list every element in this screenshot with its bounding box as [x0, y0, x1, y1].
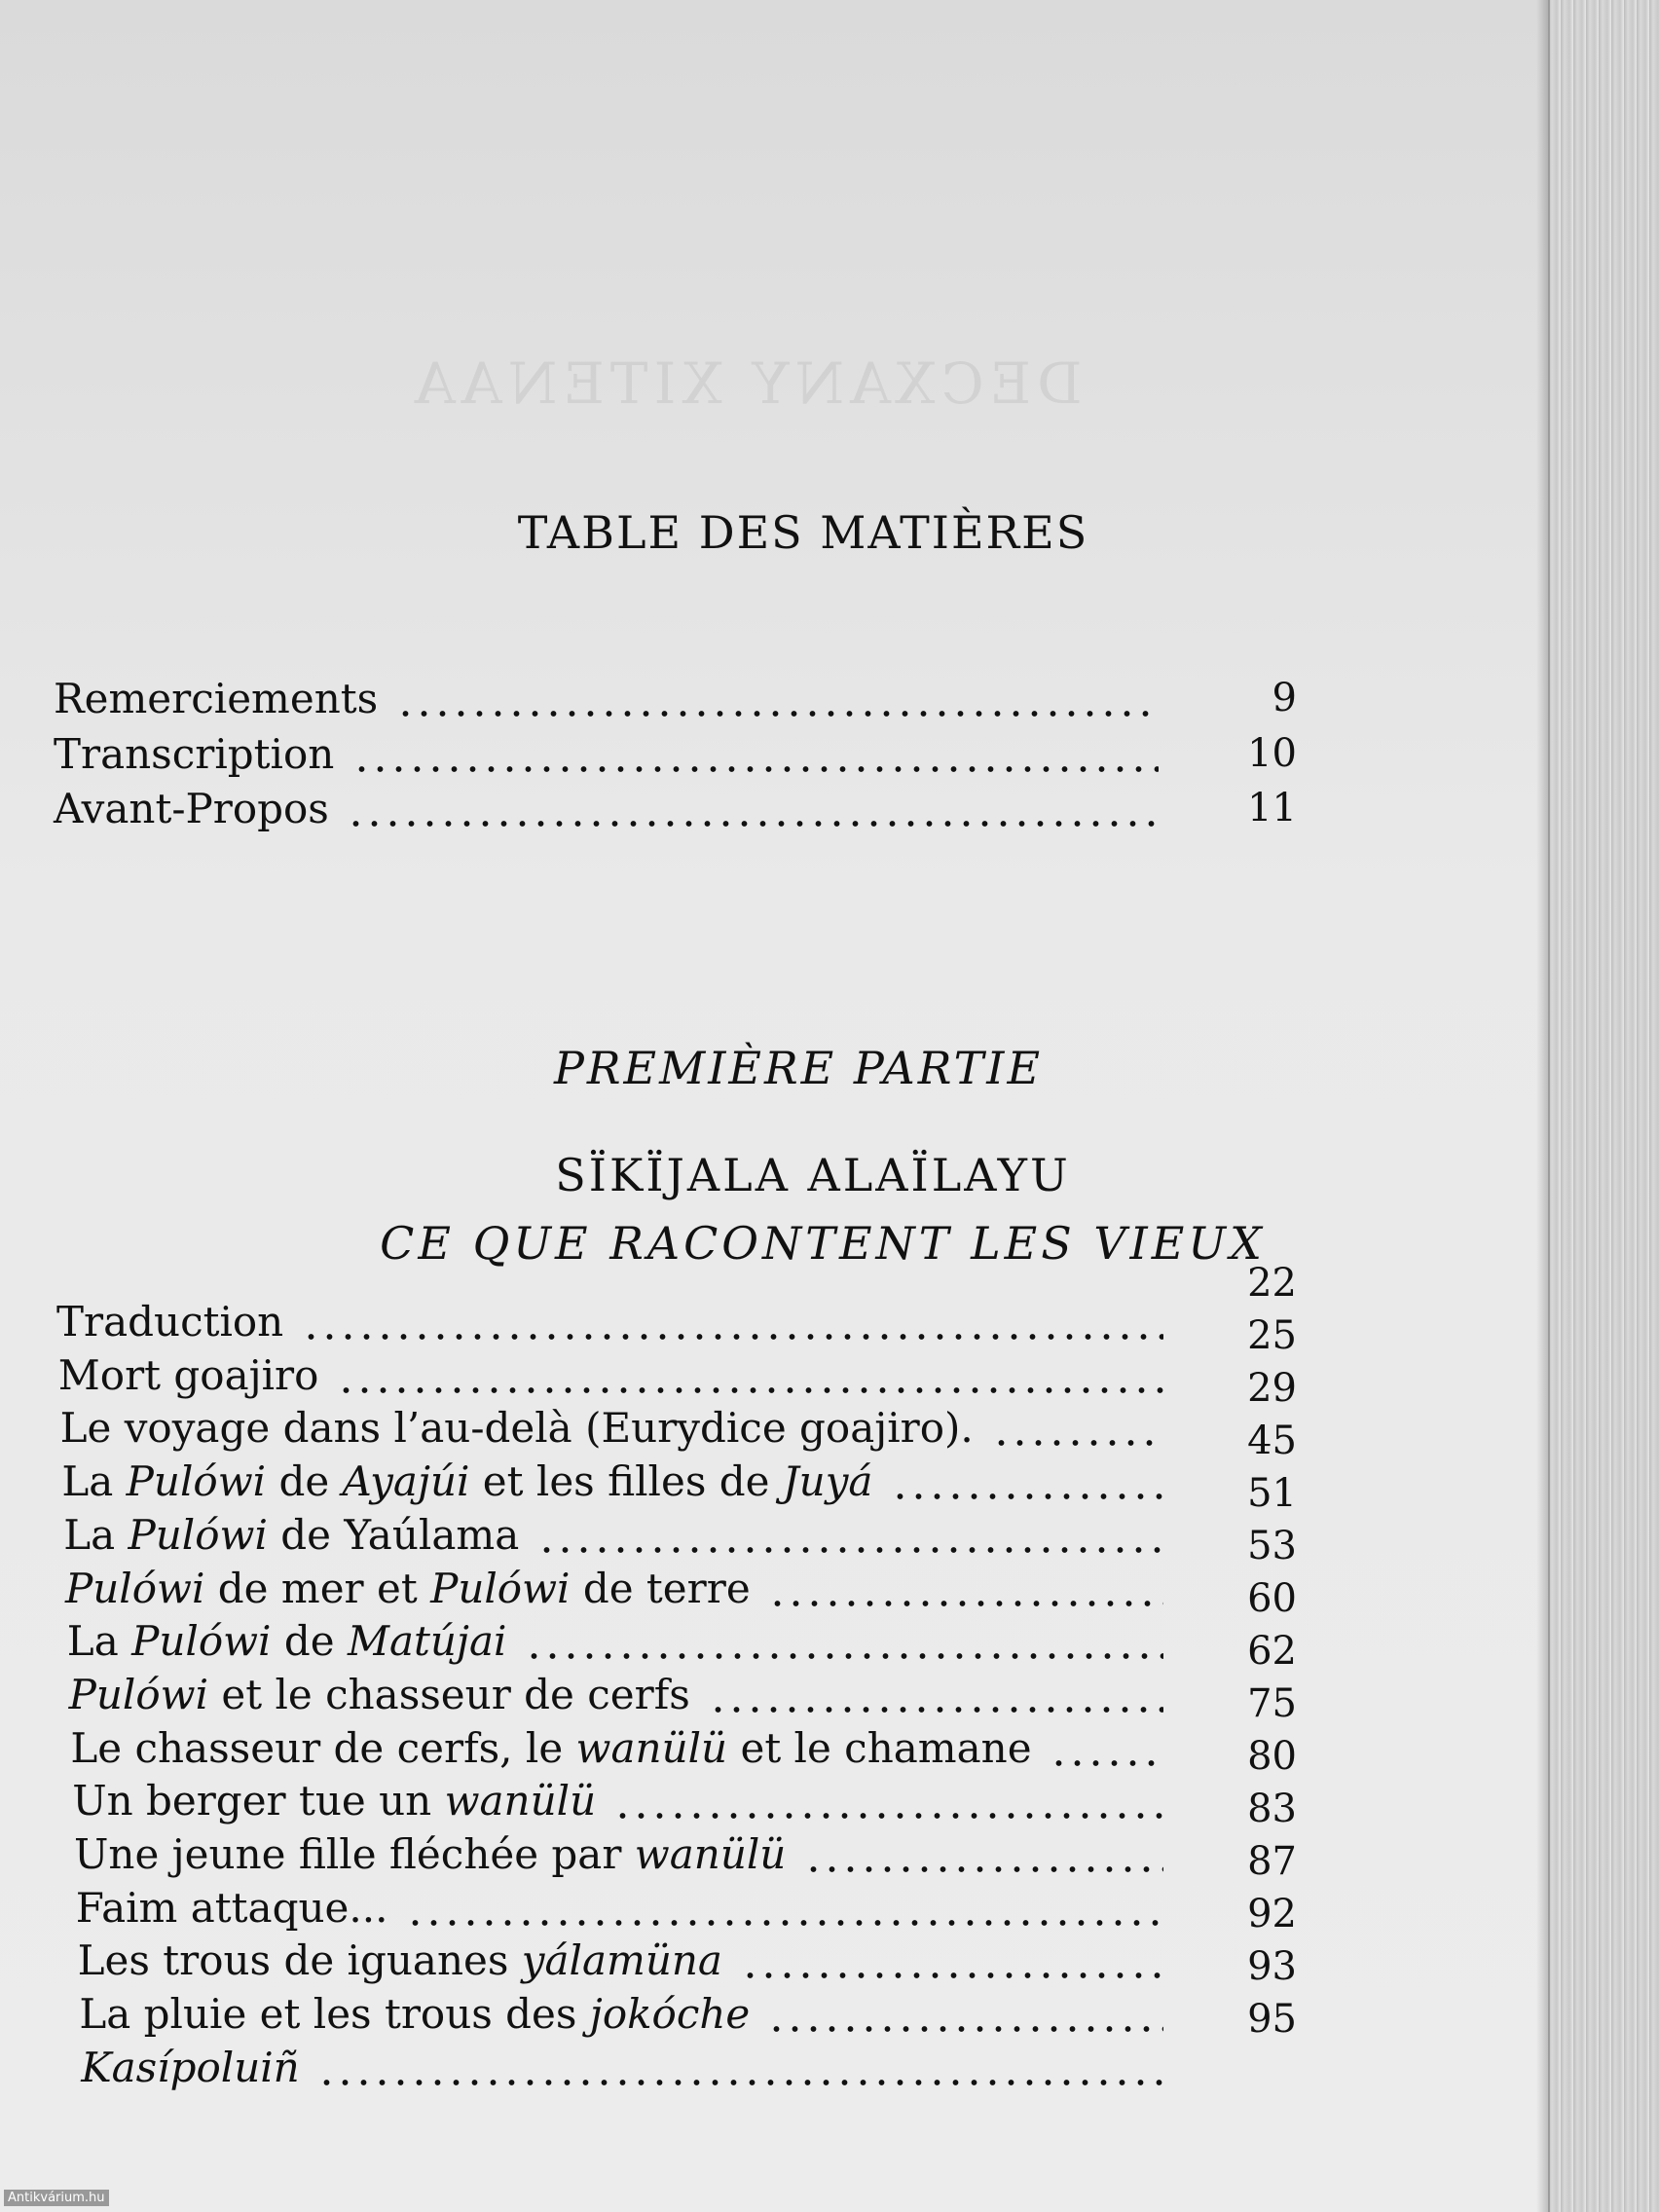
dot-leader [767, 2024, 1163, 2034]
title-text: Traduction [56, 1298, 284, 1346]
section-subtitle: CE QUE RACONTENT LES VIEUX [380, 1217, 1266, 1270]
page-number: 51 [1247, 1471, 1297, 1516]
italic-term: yálamüna [521, 1936, 722, 1985]
toc-entry-row-9 [72, 1778, 1163, 1828]
entry-title [79, 1990, 750, 2038]
page-edges [1548, 0, 1659, 2212]
toc-entry-row-5 [65, 1566, 1163, 1616]
entry-title [69, 1671, 690, 1718]
part-title: PREMIÈRE PARTIE [553, 1042, 1044, 1094]
toc-entry-row-3 [61, 1458, 1163, 1509]
page-number: 60 [1247, 1576, 1297, 1621]
title-text: Faim attaque... [75, 1883, 388, 1932]
entry-title [70, 1724, 1031, 1772]
dot-leader [891, 1492, 1163, 1501]
toc-entry-row-12 [78, 1937, 1163, 1988]
page-number: 29 [1247, 1366, 1297, 1411]
dot-leader [396, 709, 1159, 719]
page-number: 75 [1247, 1681, 1297, 1726]
italic-term: Kasípoluiñ [81, 2043, 300, 2091]
entry-title [76, 1884, 388, 1932]
page-number: 9 [1272, 676, 1297, 720]
page-number: 93 [1247, 1944, 1297, 1989]
title-text: de mer et [204, 1564, 431, 1612]
entry-title [58, 1351, 319, 1399]
entry-title [60, 1404, 974, 1452]
italic-term: Pulówi [131, 1617, 272, 1666]
entry-title [65, 1565, 751, 1612]
dot-leader [992, 1438, 1163, 1448]
title-text: et le chamane [727, 1723, 1032, 1772]
title-text: de [266, 1457, 343, 1506]
toc-entry-row-10 [74, 1831, 1163, 1882]
title-text: et les filles de [469, 1457, 783, 1506]
italic-term: Ayajúi [342, 1457, 470, 1506]
toc-entry-row-6 [67, 1618, 1163, 1669]
italic-term: Pulówi [126, 1457, 267, 1506]
toc-entry-front-0 [54, 676, 1159, 726]
page-number: 25 [1247, 1313, 1297, 1358]
italic-term: wanülü [444, 1777, 597, 1825]
dot-leader [613, 1811, 1163, 1821]
page-number: 22 [1247, 1261, 1297, 1306]
toc-entry-row-11 [76, 1885, 1163, 1936]
dot-leader [768, 1599, 1163, 1608]
title-text: et le chasseur de cerfs [208, 1670, 690, 1718]
title-text: Avant-Propos [54, 785, 329, 832]
title-text: Remerciements [54, 675, 379, 722]
toc-entry-row-14 [81, 2045, 1163, 2095]
entry-title [63, 1511, 519, 1559]
entry-title [81, 2044, 300, 2091]
title-text: Le chasseur de cerfs, le [70, 1723, 576, 1772]
title-text: Mort goajiro [57, 1350, 319, 1399]
dot-leader [709, 1705, 1163, 1714]
dot-leader [352, 764, 1159, 774]
toc-entry-row-8 [70, 1725, 1163, 1776]
toc-entry-row-1 [58, 1352, 1163, 1403]
section-title: SÏKÏJALA ALAÏLAYU [555, 1149, 1071, 1201]
entry-title [56, 1298, 283, 1346]
toc-entry-row-4 [63, 1512, 1163, 1563]
dot-leader [406, 1918, 1163, 1928]
watermark: Antikvárium.hu [4, 2190, 109, 2206]
italic-term: Pulówi [128, 1510, 268, 1559]
page-number: 80 [1247, 1734, 1297, 1779]
dot-leader [302, 1332, 1163, 1342]
dot-leader [317, 2078, 1163, 2087]
dot-leader [741, 1971, 1163, 1980]
toc-entry-row-0 [56, 1299, 1163, 1349]
title-text: Le voyage dans l’au-delà (Eurydice goajiro). [59, 1404, 974, 1453]
italic-term: Juyá [782, 1457, 873, 1506]
page-shadow [1536, 0, 1550, 2212]
toc-title: TABLE DES MATIÈRES [517, 506, 1089, 559]
dot-leader [347, 819, 1159, 829]
title-text: La [66, 1617, 132, 1666]
toc-entry-front-1 [54, 731, 1159, 782]
entry-title [54, 785, 329, 832]
entry-title [78, 1936, 722, 1984]
italic-term: Matújai [347, 1617, 507, 1666]
dot-leader [525, 1651, 1163, 1661]
dot-leader [337, 1385, 1163, 1395]
entry-title [54, 675, 378, 722]
entry-title [72, 1777, 596, 1825]
bleed-through-text: DECXANY XITENAA [409, 350, 1083, 417]
title-text: de Yaúlama [267, 1510, 520, 1559]
title-text: La [61, 1457, 127, 1506]
toc-entry-row-13 [79, 1991, 1163, 2042]
entry-title [67, 1617, 507, 1665]
entry-title [61, 1457, 872, 1505]
dot-leader [537, 1545, 1163, 1555]
page-number: 62 [1247, 1629, 1297, 1674]
page-number: 45 [1247, 1419, 1297, 1463]
toc-entry-row-7 [69, 1672, 1163, 1722]
entry-title [54, 730, 334, 778]
title-text: de [271, 1617, 348, 1666]
italic-term: wanülü [634, 1830, 787, 1878]
dot-leader [1050, 1758, 1163, 1768]
page-number: 83 [1247, 1787, 1297, 1831]
title-text: La pluie et les trous des [79, 1990, 590, 2039]
page-number: 87 [1247, 1839, 1297, 1884]
page-number: 10 [1247, 731, 1297, 776]
page-number: 92 [1247, 1892, 1297, 1936]
title-text: Une jeune fille fléchée par [74, 1830, 635, 1878]
dot-leader [804, 1864, 1163, 1874]
toc-entry-row-2 [60, 1405, 1163, 1456]
page-number: 11 [1247, 786, 1297, 830]
title-text: Les trous de iguanes [77, 1936, 522, 1985]
italic-term: wanülü [575, 1723, 728, 1772]
italic-term: jokóche [589, 1990, 751, 2039]
title-text: Transcription [54, 730, 335, 778]
page-number: 53 [1247, 1524, 1297, 1568]
toc-entry-front-2 [54, 786, 1159, 836]
title-text: La [63, 1510, 129, 1559]
title-text: Un berger tue un [72, 1777, 445, 1825]
italic-term: Pulówi [65, 1564, 205, 1612]
entry-title [74, 1830, 786, 1878]
italic-term: Pulówi [430, 1564, 571, 1612]
page-number: 95 [1247, 1997, 1297, 2042]
title-text: de terre [570, 1564, 751, 1612]
italic-term: Pulówi [68, 1670, 209, 1718]
